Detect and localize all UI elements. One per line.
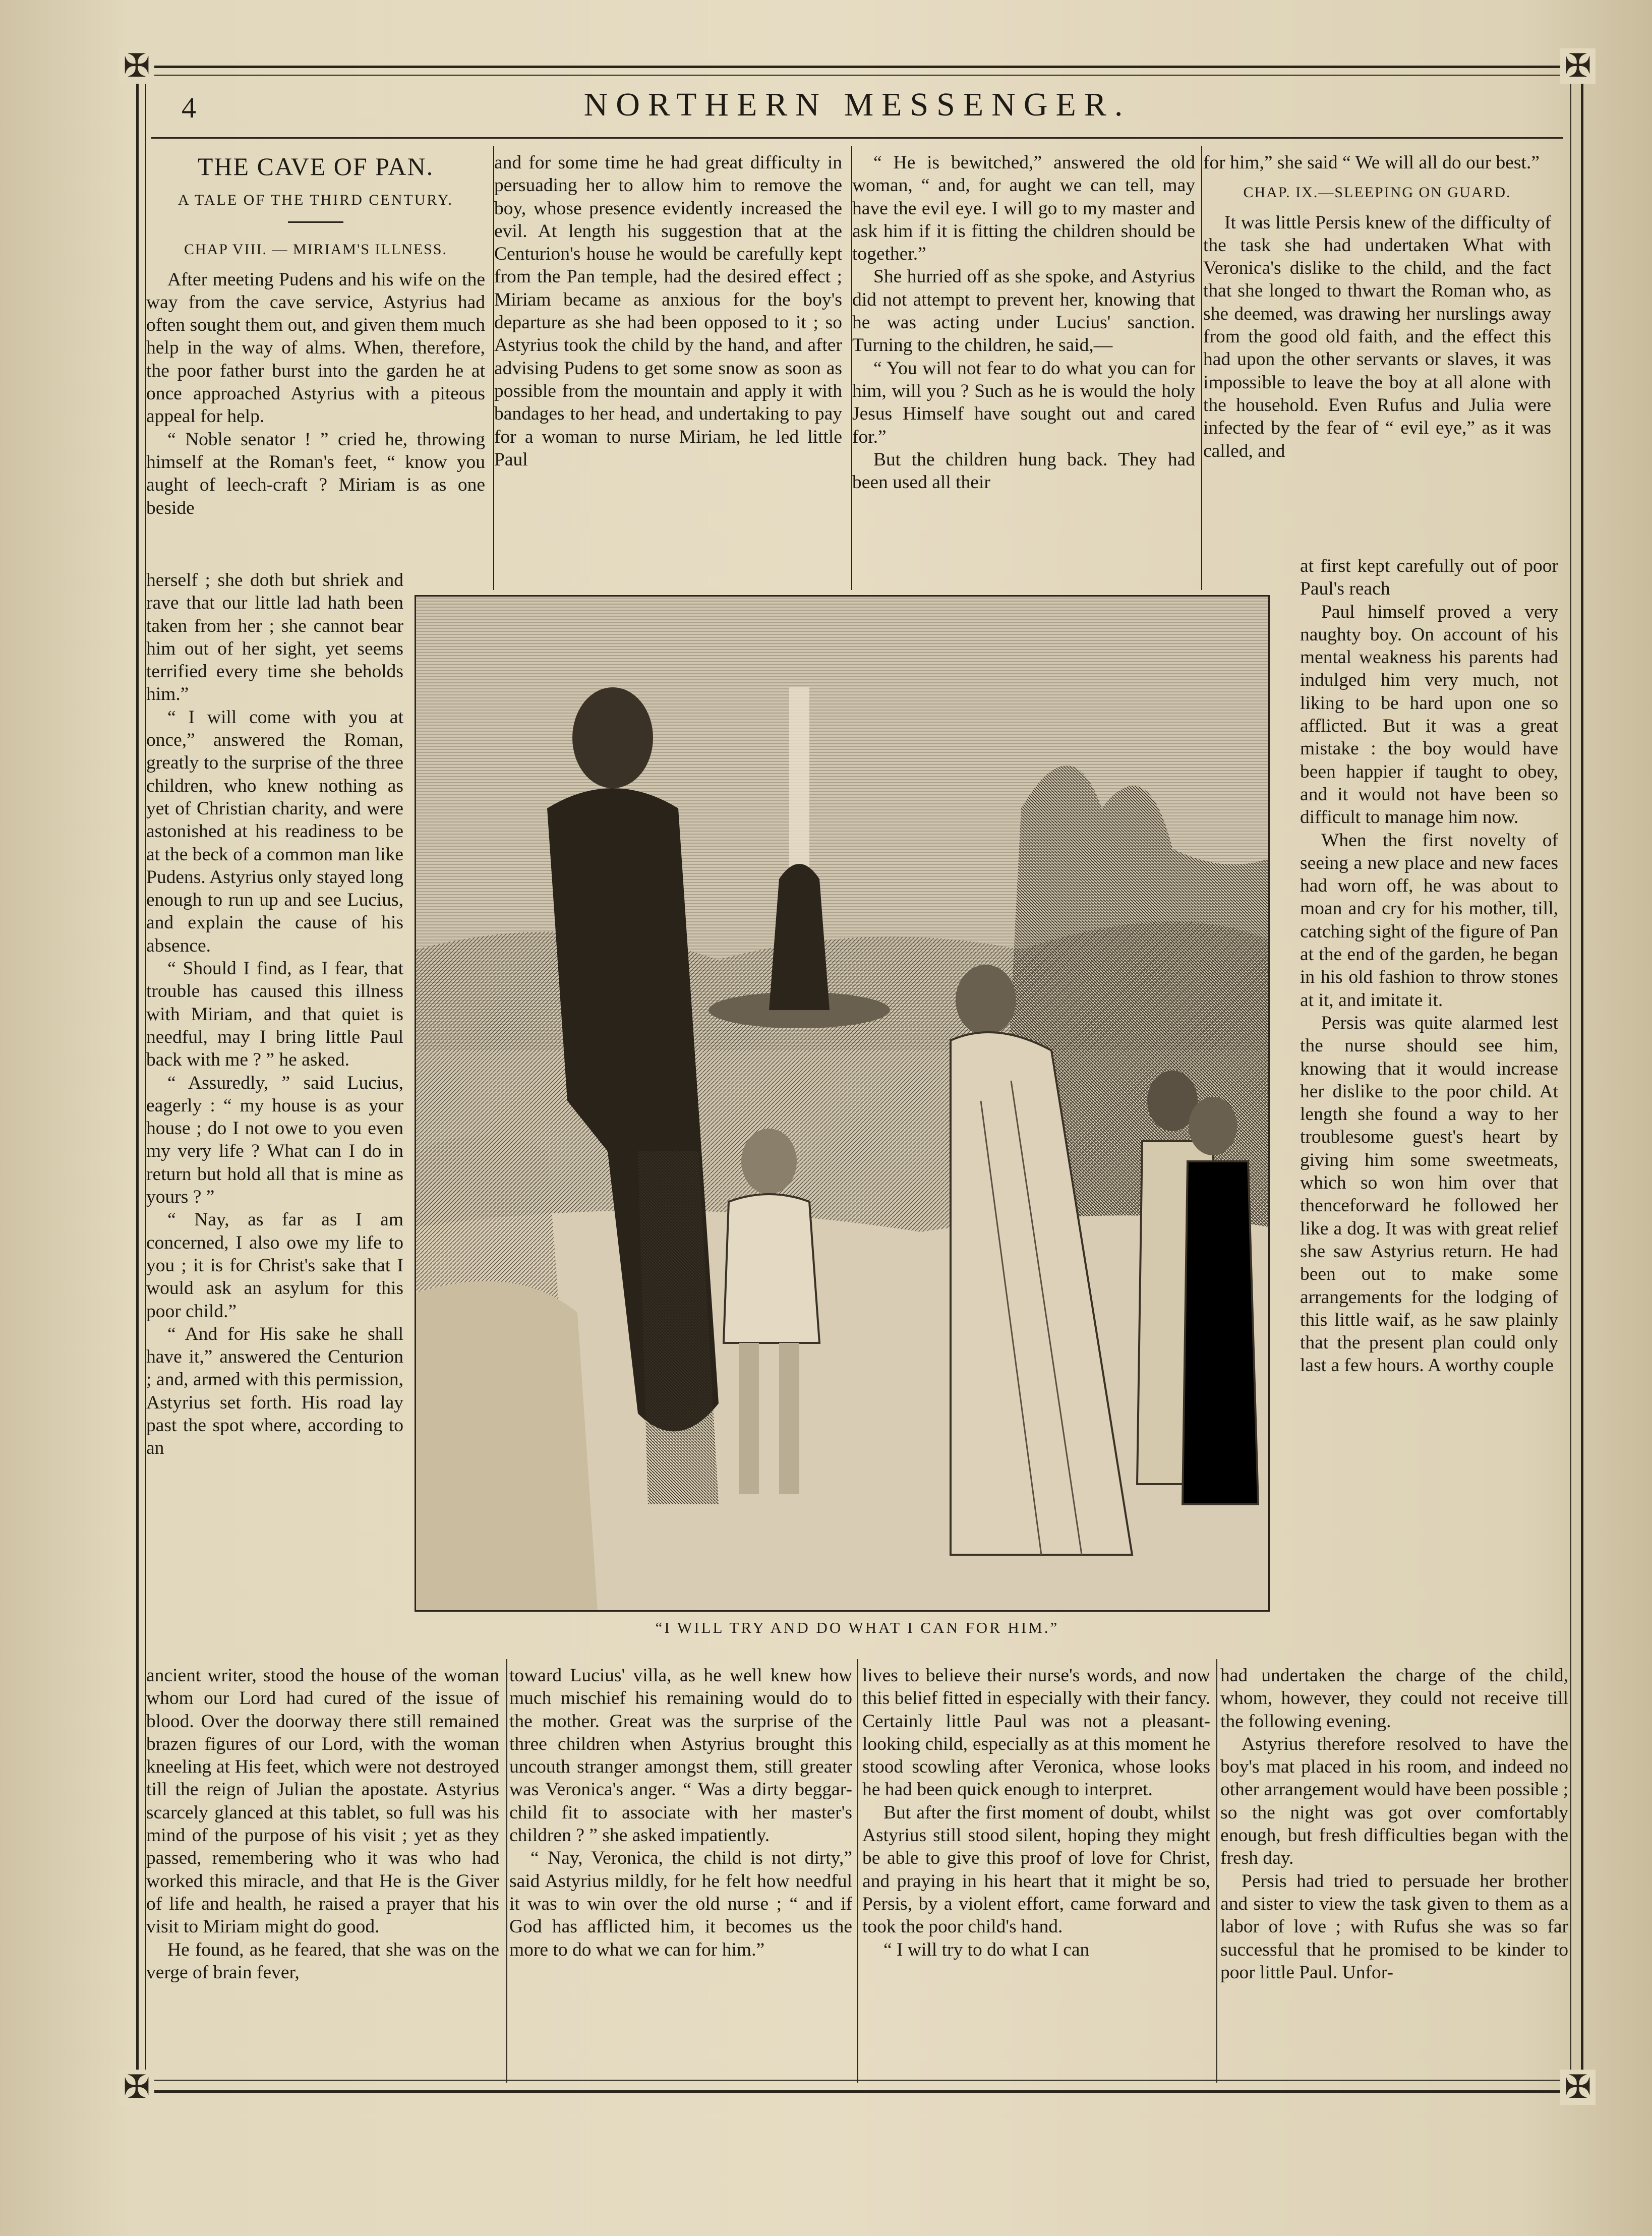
corner-ornament-icon: ✠ [119,48,154,84]
paragraph: “ I will come with you at once,” answered the Roman, greatly to the surprise of the three children, who knew nothing as yet of Christian charity, and were astonished at his readiness to be at the beck of a common man like Pudens. Astyrius only stayed long enough to run up and see Lucius, and explain the cause of his absence. [146,707,403,956]
column-3-bottom [862,1664,1210,1961]
column-rule [857,1659,858,2083]
chapter-heading: CHAP. IX.—SLEEPING ON GUARD. [1243,184,1511,201]
paragraph: “ Nay, as far as I am concerned, I also owe my life to you ; it is for Christ's sake that I would ask an asylum for this poor child.” [146,1209,403,1322]
column-3-top [852,151,1195,494]
column-4-top [1203,151,1551,462]
column-rule [1201,146,1202,590]
paragraph: “ He is bewitched,” answered the old woman, “ and, for aught we can tell, may have the evil eye. I will go to my master and ask him if it is fitting the children should be together.” [852,152,1195,265]
paragraph: toward Lucius' villa, as he well knew how much mischief his remaining would do to the mother. Great was the surprise of the three children when Astyrius brought this uncouth stranger amongst them, still greater was Veronica's anger. “ Was a dirty beggar-child fit to associate with her master's children ? ” she asked impatiently. [509,1665,852,1846]
illustration-caption: “I WILL TRY AND DO WHAT I CAN FOR HIM.” [655,1619,1059,1636]
paragraph: It was little Persis knew of the difficulty of the task she had undertaken What with Veronica's dislike to the child, and the fact that she longed to thwart the Roman who, as she deemed, was drawing her nurslings away from the good old faith, and the effect this had upon the other servants or slaves, it was impossible to leave the boy at all alone with the household. Even Rufus and Julia were infected by the fear of “ evil eye,” as it was called, and [1203,212,1551,461]
paragraph: Paul himself proved a very naughty boy. On account of his mental weakness his parents had indulged him very much, not liking to be hard upon one so afflicted. But it was a great mistake : the boy would have been happier if taught to obey, and it would not have been so difficult to manage him now. [1300,601,1558,828]
column-rule [506,1659,507,2083]
column-2-top [494,151,842,471]
masthead-title: NORTHERN MESSENGER. [583,86,1131,123]
column-1-top [146,151,485,519]
paragraph: When the first novelty of seeing a new place and new faces had worn off, he was about to moan and cry for his mother, till, catching sight of the figure of Pan at the end of the garden, he began in his old fashion to throw stones at it, and imitate it. [1300,830,1558,1011]
paragraph: “ Noble senator ! ” cried he, throwing himself at the Roman's feet, “ know you aught of leech-craft ? Miriam is as one beside [146,429,485,518]
chapter-heading: CHAP VIII. — MIRIAM'S ILLNESS. [184,241,448,258]
article-title: THE CAVE OF PAN. [197,152,434,181]
page-number: 4 [182,91,196,124]
column-1-narrow [146,569,403,1460]
paragraph: “ And for His sake he shall have it,” answered the Centurion ; and, armed with this permission, Astyrius set forth. His road lay past the spot where, according to an [146,1323,403,1459]
title-rule [288,221,343,223]
masthead-rule [151,137,1563,139]
paragraph: “ I will try to do what I can [883,1939,1090,1960]
paragraph: herself ; she doth but shriek and rave that our little lad hath been taken from her ; she cannot bear him out of her sight, yet seems terrified every time she beholds him.” [146,570,403,705]
column-rule [1216,1659,1217,2083]
paragraph: and for some time he had great difficulty in persuading her to allow him to remove the boy, whose presence evidently increased the evil. At length his suggestion that at the Centurion's house he would be carefully kept from the Pan temple, had the desired effect ; Miriam became as anxious for the boy's departure as she had been opposed to it ; so Astyrius took the child by the hand, and after advising Pudens to get some snow as soon as possible from the mountain and apply it with bandages to her head, and undertaking to pay for a woman to nurse Miriam, he led little Paul [494,152,842,470]
corner-ornament-icon: ✠ [119,2070,154,2105]
paragraph: Persis had tried to persuade her brother and sister to view the task given to them as a labor of love ; with Rufus she was so far successful that he promised to be kinder to poor little Paul. Unfor- [1220,1870,1568,1983]
corner-ornament-icon: ✠ [1560,2070,1596,2105]
paragraph: ancient writer, stood the house of the woman whom our Lord had cured of the issue of blood. Over the doorway there still remained brazen figures of our Lord, with the woman kneeling at His feet, which were not destroyed till the reign of Julian the apostate. Astyrius scarcely glanced at this tablet, so full was his mind of the purpose of his visit ; yet as they passed, remembering who it was who had worked this miracle, and that He is the Giver of life and health, he raised a prayer that his visit to Miriam might do good. [146,1665,499,1937]
paragraph: After meeting Pudens and his wife on the way from the cave service, Astyrius had often sought them out, and given them much help in the way of alms. When, therefore, the poor father burst into the garden he at once approached Astyrius with a piteous appeal for help. [146,269,485,427]
paragraph: lives to believe their nurse's words, and now this belief fitted in especially with their fancy. Certainly little Paul was not a pleasant-looking child, especially as at this moment he stood scowling after Veronica, whose looks he had been quick enough to interpret. [862,1665,1210,1800]
paragraph: “ Should I find, as I fear, that trouble has caused this illness with Miriam, and that quiet is needful, may I bring little Paul back with me ? ” he asked. [146,958,403,1071]
paragraph: He found, as he feared, that she was on the verge of brain fever, [146,1939,499,1983]
column-4-bottom [1220,1664,1568,1984]
illustration-scene [416,597,1268,1610]
paragraph: “ You will not fear to do what you can for him, will you ? Such as he is would the holy Jesus Himself have sought out and cared for.” [852,358,1195,447]
paragraph: Persis was quite alarmed lest the nurse should see him, knowing that it would increase her dislike to the poor child. At length she found a way to her troublesome guest's heart by giving him some sweetmeats, which so won him over that thenceforward he followed her like a dog. It was with great relief she saw Astyrius return. He had been out to make some arrangements for the lodging of this little waif, as he saw plainly that the present plan could only last a few hours. A worthy couple [1300,1012,1558,1376]
article-subtitle: A TALE OF THE THIRD CENTURY. [178,192,454,208]
paragraph: “ Nay, Veronica, the child is not dirty,” said Astyrius mildly, for he felt how needful it was to win over the old nurse ; “ and if God has afflicted him, it becomes us the more to do what we can for him.” [509,1848,852,1960]
paragraph: But after the first moment of doubt, whilst Astyrius still stood silent, hoping they might be able to give this proof of love for Christ, and praying in his heart that it might be so, Persis, by a violent effort, came forward and took the poor child's hand. [862,1802,1210,1937]
paragraph: at first kept carefully out of poor Paul's reach [1300,556,1558,600]
engraving-illustration [415,595,1270,1612]
corner-ornament-icon: ✠ [1560,48,1596,84]
column-1-bottom [146,1664,499,1984]
paragraph: She hurried off as she spoke, and Astyrius did not attempt to prevent her, knowing that he was acting under Lucius' sanction. Turning to the children, he said,— [852,266,1195,356]
paragraph: had undertaken the charge of the child, whom, however, they could not receive till the following evening. [1220,1665,1568,1732]
paragraph: But the children hung back. They had been used all their [852,449,1195,493]
paragraph: for him,” she said “ We will all do our best.” [1203,152,1540,173]
paragraph: Astyrius therefore resolved to have the boy's mat placed in his room, and indeed no other arrangement would have been possible ; so the night was got over comfortably enough, but fresh difficulties began with the fresh day. [1220,1733,1568,1869]
paragraph: “ Assuredly, ” said Lucius, eagerly : “ my house is as your house ; do I not owe to you even my very life ? What can I do in return but hold all that is mine as yours ? ” [146,1072,403,1208]
column-4-narrow [1300,555,1558,1377]
column-2-bottom [509,1664,852,1961]
